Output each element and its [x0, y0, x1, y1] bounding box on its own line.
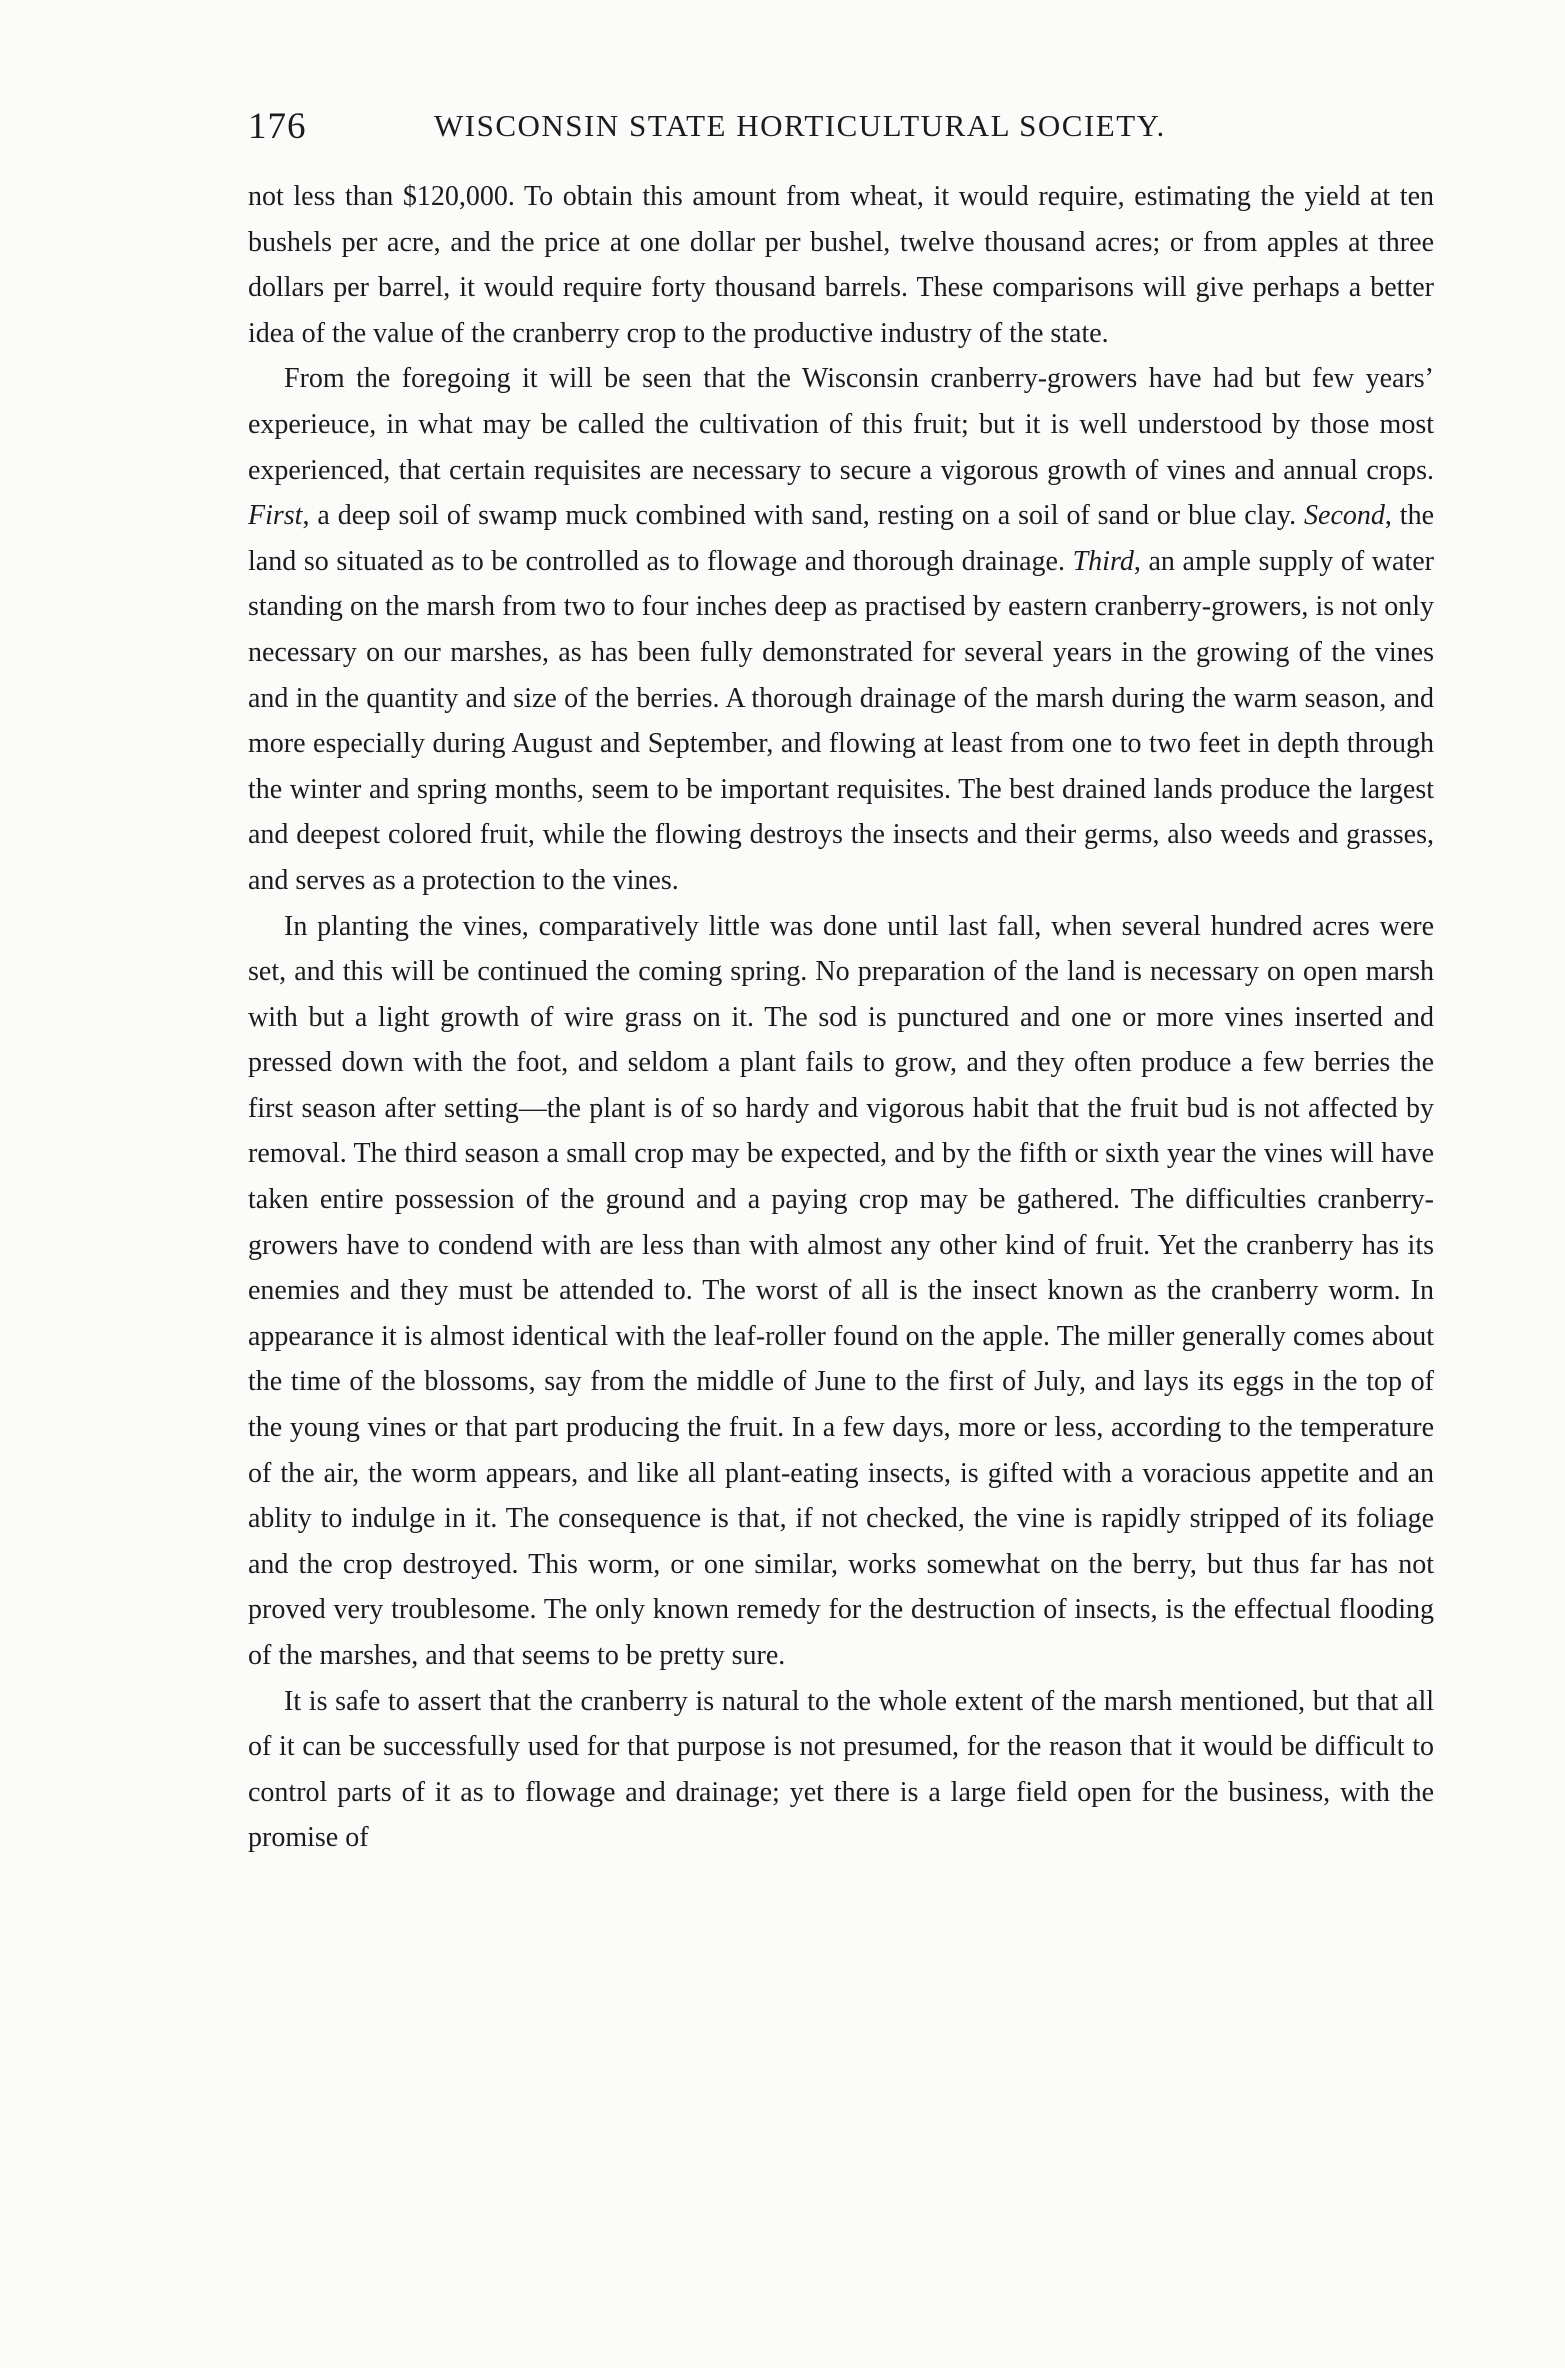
paragraph-1: not less than $120,000. To obtain this amount from wheat, it would require, estimating the yield at ten bushels per acre, and the price at one dollar per bushel, twelve thousand acres; or from apples at three dollars per barrel, it would require forty thousand barrels. These comparisons will give perhaps a better idea of the value of the cranberry crop to the productive industry of the state. [248, 181, 1434, 349]
emphasis-first: First [248, 500, 303, 532]
paragraph-2-part-4: , an ample supply of water standing on the marsh from two to four inches deep as practised by eastern cranberry-growers, is not only necessary on our marshes, as has been fully demonstrated for several years in the growing of the vines and in the quantity and size of the berries. A thorough drainage of the marsh during the warm season, and more especially during August and September, and flowing at least from one to two feet in depth through the winter and spring months, seem to be important requisites. The best drained lands produce the largest and deepest colored fruit, while the flowing destroys the insects and their germs, also weeds and grasses, and serves as a protection to the vines. [248, 545, 1434, 896]
page-header [248, 105, 1434, 155]
paragraph-2 [248, 356, 1434, 903]
page-number: 176 [248, 106, 307, 147]
paragraph-2-part-3: , the land so situated as to be controlled as to flowage and thorough drainage. [248, 500, 1434, 577]
running-head: WISCONSIN STATE HORTICULTURAL SOCIETY. [434, 108, 1166, 143]
emphasis-third: Third [1072, 545, 1134, 577]
paragraph-4: It is safe to assert that the cranberry is natural to the whole extent of the marsh mentioned, but that all of it can be successfully used for that purpose is not presumed, for the reason that it would be difficult to control parts of it as to flowage and drainage; yet there is a large field open for the business, with the promise of [248, 1685, 1434, 1854]
body-text [248, 174, 1434, 1861]
paragraph-3: In planting the vines, comparatively little was done until last fall, when several hundred acres were set, and this will be continued the coming spring. No preparation of the land is necessary on open marsh with but a light growth of wire grass on it. The sod is punctured and one or more vines inserted and pressed down with the foot, and seldom a plant fails to grow, and they often produce a few berries the first season after setting—the plant is of so hardy and vigorous habit that the fruit bud is not affected by removal. The third season a small crop may be expected, and by the fifth or sixth year the vines will have taken entire possession of the ground and a paying crop may be gathered. The difficulties cranberry-growers have to condend with are less than with almost any other kind of fruit. Yet the cranberry has its enemies and they must be attended to. The worst of all is the insect known as the cranberry worm. In appearance it is almost identical with the leaf-roller found on the apple. The miller generally comes about the time of the blossoms, say from the middle of June to the first of July, and lays its eggs in the top of the young vines or that part producing the fruit. In a few days, more or less, according to the temperature of the air, the worm appears, and like all plant-eating insects, is gifted with a voracious appetite and an ablity to indulge in it. The consequence is that, if not checked, the vine is rapidly stripped of its foliage and the crop destroyed. This worm, or one similar, works somewhat on the berry, but thus far has not proved very troublesome. The only known remedy for the destruction of insects, is the effectual flooding of the marshes, and that seems to be pretty sure. [248, 910, 1434, 1671]
paragraph-2-part-1: From the foregoing it will be seen that the Wisconsin cranberry-growers have had but few years’ experieuce, in what may be called the cultivation of this fruit; but it is well understood by those most experienced, that certain requisites are necessary to secure a vigorous growth of vines and annual crops. [248, 363, 1434, 486]
emphasis-second: Second [1304, 500, 1385, 532]
paragraph-2-part-2: , a deep soil of swamp muck combined with sand, resting on a soil of sand or blue clay. [302, 500, 1305, 532]
